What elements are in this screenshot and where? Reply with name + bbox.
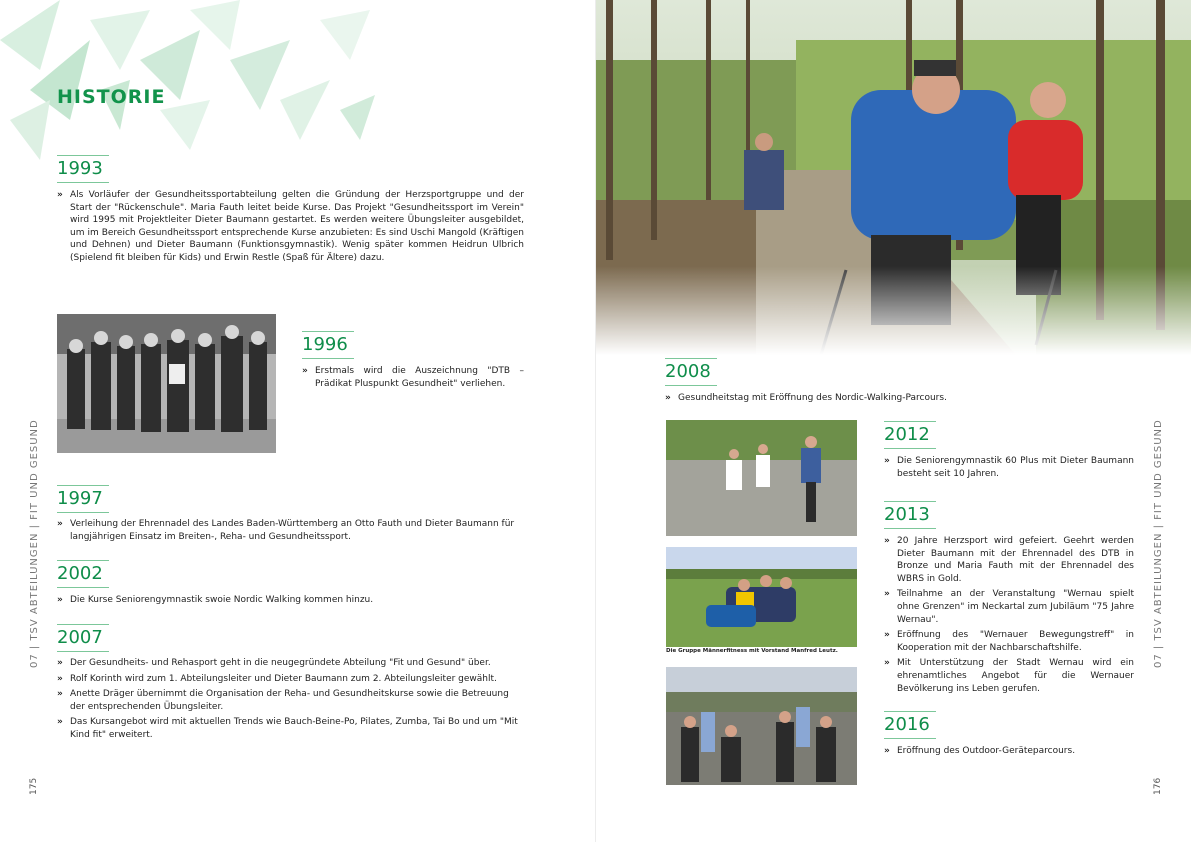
section-label-vertical: 07 | TSV ABTEILUNGEN | FIT UND GESUND	[29, 419, 40, 668]
list-item: » Eröffnung des Outdoor-Geräteparcours.	[884, 745, 1134, 758]
list-item: » Anette Dräger übernimmt die Organisation der Reha- und Gesundheitskurse sowie die Betreuung der entsprechenden Übungsleiter.	[57, 688, 524, 713]
page-title: HISTORIE	[57, 86, 166, 108]
section-label-vertical: 07 | TSV ABTEILUNGEN | FIT UND GESUND	[1153, 419, 1164, 668]
year-heading-1993: 1993	[57, 155, 109, 183]
list-item: » 20 Jahre Herzsport wird gefeiert. Geehrt werden Dieter Baumann mit der Ehrennadel des DTB in Bronze und Maria Fauth mit der Ehrennadel des WBRS in Gold.	[884, 535, 1134, 585]
entry-list-2007	[57, 657, 524, 745]
entry-list-1996	[302, 365, 524, 393]
entry-list-1993	[57, 189, 524, 268]
year-heading-2012: 2012	[884, 421, 936, 449]
list-item: » Teilnahme an der Veranstaltung "Wernau spielt ohne Grenzen" im Neckartal zum Jubiläum "75 Jahre Wernau".	[884, 588, 1134, 626]
entry-list-2012	[884, 455, 1134, 483]
list-item: » Der Gesundheits- und Rehasport geht in die neugegründete Abteilung "Fit und Gesund" über.	[57, 657, 524, 670]
list-item: » Als Vorläufer der Gesundheitssportabteilung gelten die Gründung der Herzsportgruppe und der Start der "Rückenschule". Maria Fauth leitet beide Kurse. Das Projekt "Gesundheitssport im Verein" wird 1995 mit Projektleiter Dieter Baumann gestartet. Es werden weitere Übungsleiter ausgebildet, um im Bereich Gesundheitssport entsprechende Kurse anzubieten: Es sind Uschi Mangold (Kräftigen und Dehnen) und Dieter Baumann (Funktionsgymnastik). Wenig später kommen Heidrun Ulbrich (Spielend fit bleiben für Kids) und Erwin Restle (Spaß für Ältere) dazu.	[57, 189, 524, 265]
list-item: » Die Seniorengymnastik 60 Plus mit Dieter Baumann besteht seit 10 Jahren.	[884, 455, 1134, 480]
list-item: » Verleihung der Ehrennadel des Landes Baden-Württemberg an Otto Fauth und Dieter Baumann für langjährigen Einsatz im Breiten-, Reha- und Gesundheitssport.	[57, 518, 524, 543]
page-number: 175	[29, 777, 39, 795]
list-item: » Rolf Korinth wird zum 1. Abteilungsleiter und Dieter Baumann zum 2. Abteilungsleiter gewählt.	[57, 673, 524, 686]
entry-list-1997	[57, 518, 524, 546]
photo-caption: Die Gruppe Männerfitness mit Vorstand Manfred Leutz.	[666, 648, 838, 654]
year-heading-2008: 2008	[665, 358, 717, 386]
entry-list-2016	[884, 745, 1134, 761]
list-item: » Gesundheitstag mit Eröffnung des Nordic-Walking-Parcours.	[665, 392, 1145, 405]
list-item: » Die Kurse Seniorengymnastik swoie Nordic Walking kommen hinzu.	[57, 594, 524, 607]
page-number: 176	[1153, 777, 1163, 795]
triangle-decoration	[0, 0, 380, 170]
list-item: » Mit Unterstützung der Stadt Wernau wird ein ehrenamtliches Angebot für die Wernauer Bevölkerung ins Leben gerufen.	[884, 657, 1134, 695]
photo-maennerfitness	[666, 547, 857, 647]
list-item: » Eröffnung des "Wernauer Bewegungstreff" in Kooperation mit der Nachbarschaftshilfe.	[884, 629, 1134, 654]
list-item: » Erstmals wird die Auszeichnung "DTB – Prädikat Pluspunkt Gesundheit" verliehen.	[302, 365, 524, 390]
entry-list-2008	[665, 392, 1145, 408]
photo-1996-group	[57, 314, 276, 453]
year-heading-2016: 2016	[884, 711, 936, 739]
photo-group-exercise	[666, 667, 857, 785]
photo-outdoor-exercise	[666, 420, 857, 536]
year-heading-2002: 2002	[57, 560, 109, 588]
photo-nordic-walking	[596, 0, 1191, 355]
entry-list-2013	[884, 535, 1134, 698]
left-page	[0, 0, 595, 842]
year-heading-1997: 1997	[57, 485, 109, 513]
year-heading-2013: 2013	[884, 501, 936, 529]
year-heading-1996: 1996	[302, 331, 354, 359]
list-item: » Das Kursangebot wird mit aktuellen Trends wie Bauch-Beine-Po, Pilates, Zumba, Tai Bo und um "Mit Kind fit" erweitert.	[57, 716, 524, 741]
entry-list-2002	[57, 594, 524, 610]
right-page	[596, 0, 1191, 842]
year-heading-2007: 2007	[57, 624, 109, 652]
